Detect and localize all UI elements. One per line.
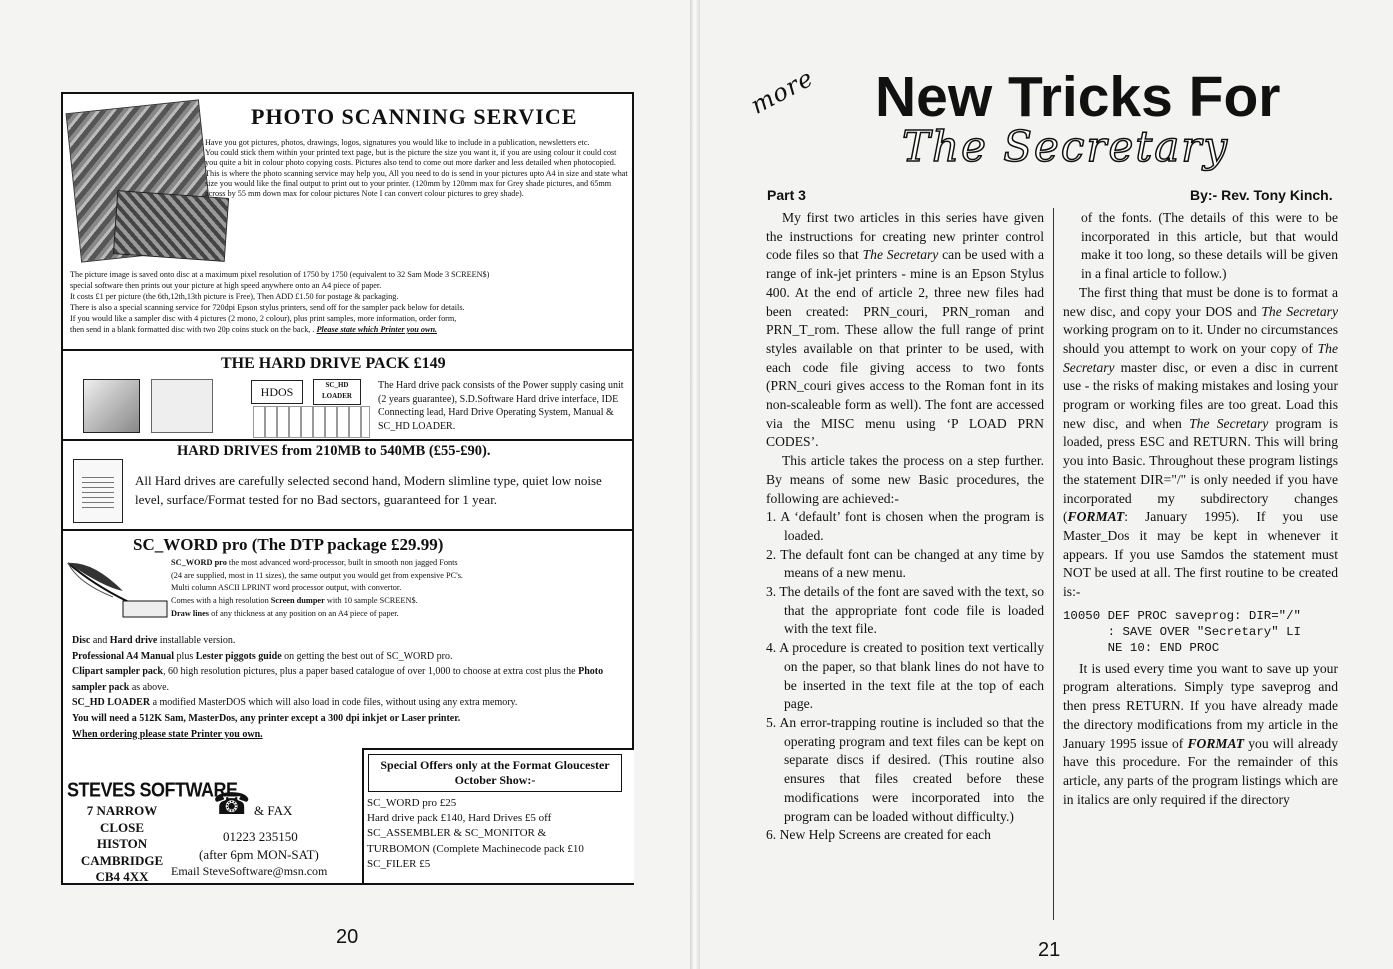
printer-note: Please state which Printer you own. [316,325,438,334]
photo-footer-line: If you would like a sampler disc with 4 pictures (2 mono, 2 colour), plus print samples, more information, order form, [70,314,457,323]
feature-bold: Draw lines [171,608,210,618]
bold-text: You will need a 512K Sam, MasterDos, any printer except a 300 dpi inkjet or Laser printer. [72,712,461,724]
italic-text: The Secretary [1063,340,1338,375]
article-paragraph [1063,284,1338,602]
photo-scanning-title: PHOTO SCANNING SERVICE [251,104,578,129]
page-number-left: 20 [336,926,359,948]
photo-body-para: You could stick them within your printed text page, but is the picture the size you want it, if you are using colour it could cost you quite a bit in colour photo copying costs. Pictures also tend to come out more darker and less detailed when photocopied. [205,148,617,168]
special-offers-title: Special Offers only at the Format Gloucester October Show:- [368,754,622,792]
address-line: HISTON [96,836,148,851]
photo-footer-line: The picture image is saved onto disc at a maximum pixel resolution of 1750 by 1750 (equivalent to 32 Sam Mode 3 SCREEN$) [70,270,490,279]
sc-word-line [72,695,627,711]
text: plus [174,650,196,662]
bold-italic-text: FORMAT [1067,509,1125,525]
article-paragraph [1063,660,1338,810]
list-item: 6. New Help Screens are created for each [766,827,991,843]
text: : January 1995). If you use Master_Dos it may be kept in whenever it appears. If you use Samdos the statement must NOT be used at all. The first routine to be created is:- [1063,509,1338,600]
feature-text: (24 are supplied, most in 11 sizes), the same output you would get from expensive PC's. [171,570,463,580]
page-number-right: 21 [1038,939,1061,961]
manual-image [151,379,213,433]
more-script-word: more [746,63,819,120]
sc-word-features [171,557,631,621]
offer-item: Hard drive pack £140, Hard Drives £5 off [367,812,552,825]
feature-text: with 10 sample SCREEN$. [324,596,418,606]
text: program is loaded, press ESC and RETURN. This will bring you into Basic. Throughout these program listings the statement DIR="/" is only needed if you have incorporated my subdirectory changes ( [1063,415,1339,525]
hard-drives-title: HARD DRIVES from 210MB to 540MB (£55-£90). [177,443,491,459]
text: on getting the best out of SC_WORD pro. [281,650,453,662]
text: My first two articles in this series have given the instructions for creating new printer control code files so that [766,210,1044,263]
sc-word-line [72,633,627,649]
address-line: CB4 4XX [95,869,149,884]
special-offers-list [367,796,635,872]
article-byline: By:- Rev. Tony Kinch. [1190,187,1333,203]
list-item: 4. A procedure is created to position text vertically on the paper, so that blank lines do not have to be inserted in the text file at the top of each page. [766,640,1044,712]
text: as above. [129,681,170,693]
feature-text: Comes with a high resolution [171,596,271,606]
phone-number: 01223 235150 [223,829,298,844]
order-note: When ordering please state Printer you own. [72,728,263,740]
photo-footer-line: special software then prints out your picture at high speed anywhere onto an A4 piece of paper. [70,281,382,290]
photo-scanning-footer [70,269,632,335]
italic-text: The Secretary [862,247,939,263]
text: master disc, or even a disc in current use - the risks of making mistakes and losing your program or working files are too great. Load this new disc, and when [1063,359,1338,431]
article-subtitle: The Secretary [902,122,1230,171]
sc-word-title: SC_WORD pro (The DTP package £29.99) [133,535,444,554]
hard-drive-pack-section [63,351,632,441]
text: , 60 high resolution pictures, plus a paper based catalogue of over 1,000 to choose at extra cost plus the [162,666,579,678]
email-address: Email SteveSoftware@msn.com [171,864,328,878]
quill-pen-icon [63,553,173,623]
bold-text: Professional A4 Manual [72,650,175,662]
article-paragraph: This article takes the process on a step further. By means of some new Basic procedures, the following are achieved:- [766,453,1044,506]
hdos-label: HDOS [251,380,303,404]
text: can be used with a range of ink-jet printers - mine is an Epson Stylus 400. At the end of article 2, three new files had been created: PRN_couri, PRN_roman and PRN_T_rom. These allow the full range of print styles available on that printer to be used, with each code file giving access to two fonts (PRN_couri gives access to the Roman font in its non-scaleable form as well). The font are accessed via the MISC menu using ‘P LOAD PRN CODES’. [766,247,1045,450]
article-column-1 [766,209,1044,845]
article-title: New Tricks For [875,65,1281,129]
bold-text: Lester piggots guide [195,650,282,662]
photo-body-para: Have you got pictures, photos, drawings, logos, signatures you would like to include in a publication, newsletters etc. [205,138,590,147]
hard-drives-body: All Hard drives are carefully selected second hand, Modern slimline type, quiet low noise level, surface/Format tested for no Bad sectors, guaranteed for 1 year. [135,473,602,507]
photo-body-para: This is where the photo scanning service may help you, All you need to do is send in your pictures upto A4 in size and state what size you would like the final output to print out to your printer. (120mm by 120mm max for Grey shade pictures, and 65mm across by 55 mm down max for colour pictures Note I can convert colour pictures to grey shade). [205,168,628,199]
phone-hours: (after 6pm MON-SAT) [199,847,319,862]
column-divider [1053,208,1054,920]
company-address [67,803,177,886]
list-item-continuation: of the fonts. (The details of this were to be incorporated in this article, but that would make it too long, so these details will be given in a final article to follow.) [1081,210,1338,282]
code-listing: 10050 DEF PROC saveprog: DIR="/" : SAVE OVER "Secretary" LI NE 10: END PROC [1063,608,1301,655]
bold-text: Disc [72,635,91,646]
sc-word-line [72,711,627,727]
address-line: CAMBRIDGE [80,852,164,868]
sc-word-line [72,664,627,695]
text: The first thing that must be done is to format a new disc, and copy your DOS and [1063,284,1338,319]
text: and [90,635,110,646]
feature-line [171,608,631,621]
text: It is used every time you want to save up your program alterations. Simply type saveprog and then press RETURN. If you have already made the directory modifications from my article in the January 1995 issue of [1063,660,1338,751]
feature-line [171,595,631,608]
photo-footer-line: There is also a special scanning service for 720dpi Epson stylus printers, send off for the sampler pack below for details. [70,303,465,312]
feature-line [171,570,631,583]
feature-line [171,557,631,570]
company-name: STEVES SOFTWARE [67,778,238,801]
text: you will already have this procedure. For the remainder of this article, any parts of the program listings which are in italics are only required if the directory [1063,735,1338,807]
feature-bold: Screen dumper [270,596,325,606]
list-item: 2. The default font can be changed at any time by means of a new menu. [766,546,1044,581]
text: installable version. [157,635,236,646]
bold-text: Hard drive [109,635,158,646]
address-line: 7 NARROW CLOSE [86,803,158,835]
italic-text: The Secretary [1261,303,1338,319]
article-part: Part 3 [767,187,806,203]
offer-item: TURBOMON (Complete Machinecode pack £10 [367,842,584,855]
article-column-2 [1063,209,1338,809]
interface-board-image [253,406,370,438]
list-item: 3. The details of the font are saved with the text, so that the appropriate font code file is loaded with the text file. [766,584,1044,637]
list-item: 1. A ‘default’ font is chosen when the program is loaded. [766,509,1044,543]
telephone-icon: ☎ [213,788,251,821]
fax-label: & FAX [254,803,293,818]
bold-text: Clipart sampler pack [72,666,163,678]
offer-item: SC_WORD pro £25 [367,797,457,809]
special-offers-box [362,748,634,885]
photo-footer-line: It costs £1 per picture (the 6th,12th,13th picture is Free), Then ADD £1.50 for postage & packaging. [70,292,399,301]
feature-text: the most advanced word-processor, built in smooth non jagged Fonts [226,558,458,567]
feature-line [171,582,631,595]
bold-text: SC_HD LOADER [72,697,151,709]
italic-text: The Secretary [1189,415,1269,431]
hard-drive-image [73,459,123,523]
photo-footer-last [70,324,632,335]
photo-print-image [113,190,229,262]
power-supply-image [83,379,140,433]
schd-loader-label: SC_HD LOADER [313,379,361,405]
offer-item: SC_ASSEMBLER & SC_MONITOR & [367,827,547,840]
hard-drive-pack-body: The Hard drive pack consists of the Power supply casing unit (2 years guarantee), S.D.Software Hard drive interface, IDE Connecting lead, Hard Drive Operating System, Manual & SC_HD LOADER. [378,380,624,432]
feature-bold: SC_WORD pro [171,558,227,567]
bold-italic-text: FORMAT [1187,735,1245,751]
article-paragraph [766,209,1044,452]
offer-item: SC_FILER £5 [367,857,431,870]
sc-word-body [72,633,627,742]
photo-scanning-section [63,94,632,351]
hard-drives-section [63,441,632,531]
sc-word-line [72,727,627,743]
photo-scanning-body [205,138,630,199]
list-item: 5. An error-trapping routine is included so that the operating program and text files can be kept on separate discs if desired. (This routine also ensures that files created before these modifications were incorporated into the program can be loaded without difficulty.) [766,714,1044,824]
feature-text: of any thickness at any position on an A4 piece of paper. [209,608,399,618]
sc-word-line [72,649,627,665]
text: a modified MasterDOS which will also load in code files, without using any extra memory. [150,697,518,709]
bold-text: Photo sampler pack [72,666,604,693]
sc-word-section [63,531,632,751]
photo-footer-last-text: then send in a blank formatted disc with two 20p coins stuck on the back, . [70,325,315,334]
hard-drive-pack-title: THE HARD DRIVE PACK £149 [221,355,446,372]
text: working program on to it. Under no circumstances should you attempt to work on your copy of [1063,322,1338,356]
book-gutter [690,0,700,969]
steves-software-contact [61,775,361,885]
feature-text: Multi column ASCII LPRINT word processor output, with convertor. [171,583,402,593]
